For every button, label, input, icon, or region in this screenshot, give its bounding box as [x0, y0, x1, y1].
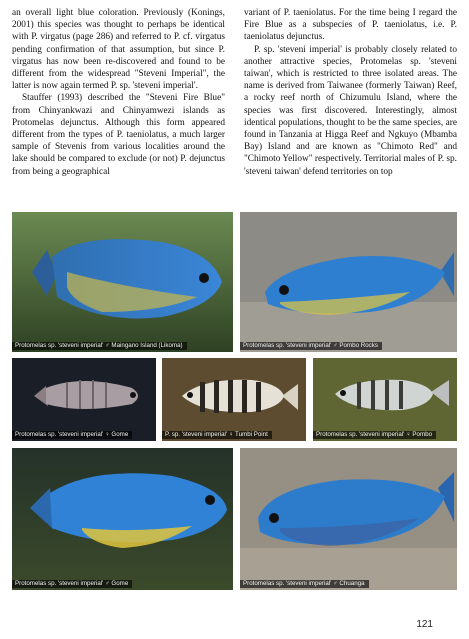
- fish-image: [313, 358, 457, 441]
- page-number: 121: [416, 619, 433, 630]
- fish-image: [12, 448, 233, 590]
- fish-image: [162, 358, 306, 441]
- photo-male-chuanga: [240, 448, 457, 590]
- photo-female-pombo: [313, 358, 457, 441]
- photo-male-pombo-rocks: [240, 212, 457, 352]
- paragraph: Stauffer (1993) described the "Steveni Fire Blue" from Chinyankwazi and Chinyamwezi islands as Protomelas dejunctus. Although this form appeared different from the types of P. taeniolatus, a much larger sample of Stevenis from various localities around the lake should be compared to exclude (or not) P. dejunctus from being a geographical: [12, 93, 225, 177]
- text-column-left: [12, 7, 225, 178]
- photo-male-gome: [12, 448, 233, 590]
- fish-image: [240, 448, 457, 590]
- photo-caption: Protomelas sp. 'steveni imperial' ♀ Gome: [12, 431, 132, 439]
- photo-female-tumbi: [162, 358, 306, 441]
- photo-female-gome: [12, 358, 156, 441]
- photo-caption: P. sp. 'steveni imperial' ♀ Tumbi Point: [162, 431, 272, 439]
- photo-caption: Protomelas sp. 'steveni imperial' ♂ Chuanga: [240, 580, 369, 588]
- photo-caption: Protomelas sp. 'steveni imperial' ♂ Pombo Rocks: [240, 342, 382, 350]
- photo-caption: Protomelas sp. 'steveni imperial' ♀ Pombo: [313, 431, 436, 439]
- fish-image: [12, 358, 156, 441]
- photo-caption: Protomelas sp. 'steveni imperial' ♂ Gome: [12, 580, 132, 588]
- paragraph: variant of P. taeniolatus. For the time being I regard the Fire Blue as a subspecies of P. taeniolatus, i.e. P. taeniolatus dejunctus.: [244, 8, 457, 43]
- fish-image: [12, 212, 233, 352]
- text-column-right: [244, 7, 457, 178]
- paragraph: P. sp. 'steveni imperial' is probably closely related to another attractive species, Protomelas sp. 'steveni taiwan', which is restricted to three isolated areas. The name is derived from Taiwanee (formerly Taiwan) Reef, a rocky reef north of Chizumulu Island, where the species was first discovered. Interestingly, almost identical populations, thought to be the same species, are found in Tanzania at Higga Reef and Ngkuyo (Mbamba Bay) Island and are known as "Chimoto Red" and "Chimoto Yellow" respectively. Territorial males of P. sp. 'steveni taiwan' defend territories on top: [244, 44, 457, 177]
- fish-image: [240, 212, 457, 352]
- photo-caption: Protomelas sp. 'steveni imperial' ♂ Maingano Island (Likoma): [12, 342, 187, 350]
- photo-male-maingano: [12, 212, 233, 352]
- paragraph: an overall light blue coloration. Previously (Konings, 2001) this species was thought to perhaps be identical with P. virgatus (page 286) and referred to P. cf. virgatus pending confirmation of that assumption, but since P. virgatus has now been re-discovered and found to be different from the widespread "Steveni Imperial", the latter is now again termed P. sp. 'steveni imperial'.: [12, 8, 225, 92]
